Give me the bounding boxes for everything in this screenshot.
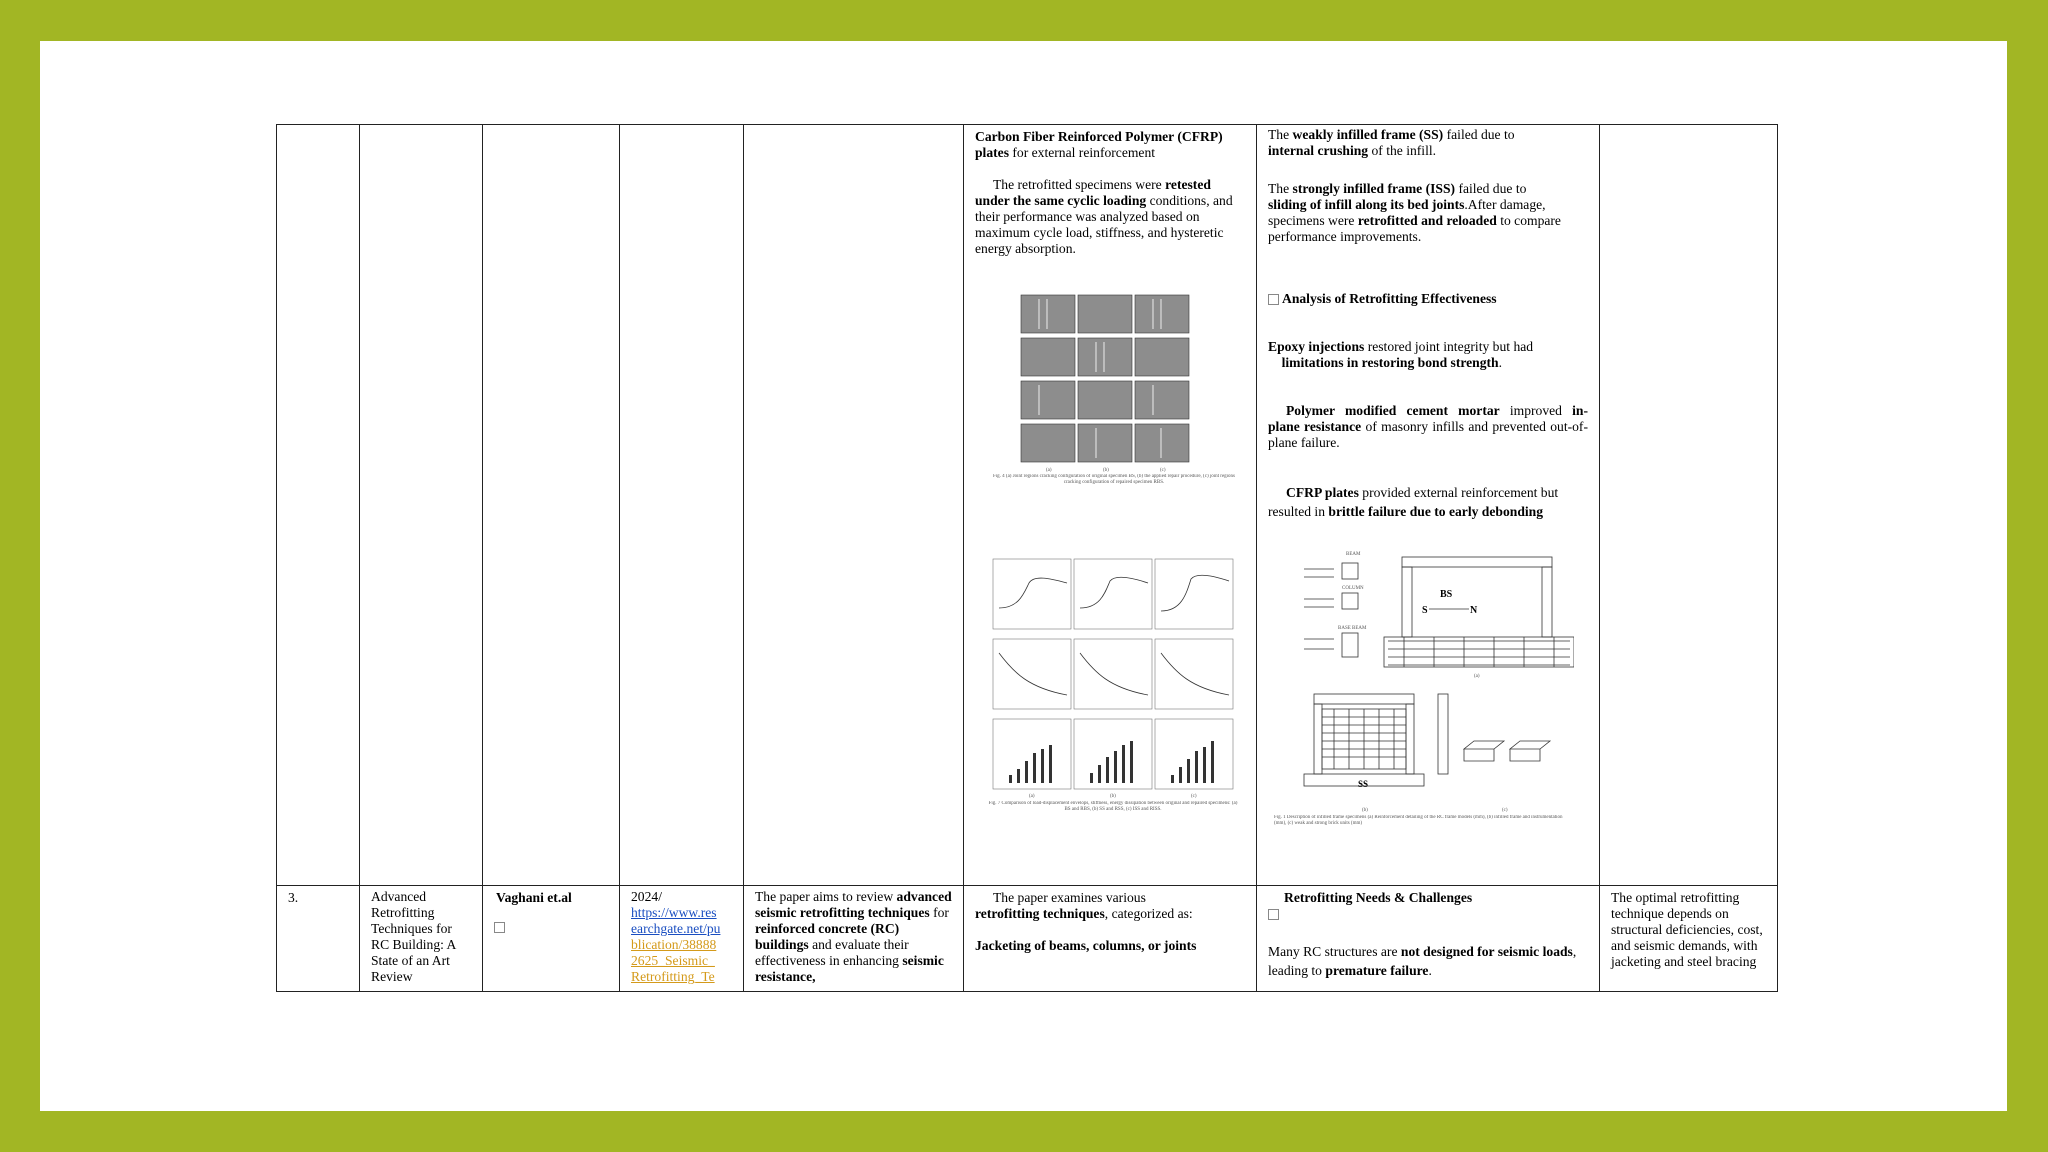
method-paragraph: Carbon Fiber Reinforced Polymer (CFRP) plates for external reinforcement xyxy=(975,129,1223,160)
results-paragraph: CFRP plates provided external reinforcement but resulted in brittle failure due to early debonding xyxy=(1268,485,1559,519)
cell-empty xyxy=(277,125,360,886)
table-row xyxy=(277,125,1778,886)
paper-link-visited[interactable]: blication/38888 2625_Seismic_ Retrofitting_Te xyxy=(631,937,717,984)
cell-objective: The paper aims to review advanced seismic retrofitting techniques for reinforced concrete (RC) buildings and evaluate their effectiveness in enhancing seismic resistance, xyxy=(744,886,964,992)
cell-results xyxy=(1257,125,1600,886)
svg-text:S: S xyxy=(1422,605,1428,616)
cell-author: Vaghani et.al xyxy=(483,886,620,992)
results-paragraph: Many RC structures are not designed for seismic loads, leading to premature failure. xyxy=(1268,944,1577,978)
cell-empty xyxy=(483,125,620,886)
svg-text:N: N xyxy=(1470,605,1478,616)
figure-caption: Fig. 7 Comparison of load-displacement envelops, stiffness, energy dissipation between original and repaired specimens: (a) BS and RBS, (b) SS and RSS, (c) ISS and RISS. xyxy=(988,801,1238,812)
results-paragraph: The weakly infilled frame (SS) failed due to internal crushing of the infill. xyxy=(1268,127,1515,158)
cell-results xyxy=(1257,886,1600,992)
cell-empty xyxy=(744,125,964,886)
figure-caption: Fig. 1 Description of infilled frame specimens (a) Reinforcement detailing of the RC frame models (mm), (b) infilled frame and instrumentation (mm), (c) weak and strong brick units (mm) xyxy=(1274,815,1563,826)
svg-text:BEAM: BEAM xyxy=(1346,552,1361,557)
svg-text:(c): (c) xyxy=(1191,794,1197,799)
results-paragraph: The strongly infilled frame (ISS) failed due to sliding of infill along its bed joints.After damage, specimens were retrofitted and reloaded to compare performance improvements. xyxy=(1268,181,1561,244)
frame-specimen-figure xyxy=(1274,549,1574,849)
cell-empty xyxy=(620,125,744,886)
svg-text:(b): (b) xyxy=(1362,808,1368,813)
cell-empty xyxy=(360,125,483,886)
checkbox-icon xyxy=(1268,909,1279,920)
cell-title: Advanced Retrofitting Techniques for RC Building: A State of an Art Review xyxy=(360,886,483,992)
paper-link[interactable]: https://www.res earchgate.net/pu xyxy=(631,905,721,936)
svg-text:BASE BEAM: BASE BEAM xyxy=(1338,626,1367,631)
svg-text:(b): (b) xyxy=(1110,794,1116,799)
method-paragraph: Jacketing of beams, columns, or joints xyxy=(975,938,1197,953)
results-paragraph: Polymer modified cement mortar improved in- plane resistance of masonry infills and prevented out-of-plane failure. xyxy=(1268,403,1588,450)
table-row xyxy=(277,886,1778,992)
method-paragraph: The paper examines various retrofitting techniques, categorized as: xyxy=(975,890,1193,921)
cell-methodology xyxy=(964,125,1257,886)
svg-text:(c): (c) xyxy=(1160,468,1166,473)
load-displacement-figure xyxy=(979,553,1245,823)
figure-caption: Fig. 4 (a) Joint regions cracking configuration of original specimen BS, (b) the applied repair procedure, (c) joint regions cracking configuration of repaired specimen RBS. xyxy=(992,474,1235,485)
svg-text:(a): (a) xyxy=(1046,468,1052,473)
cell-conclusion: The optimal retrofitting technique depends on structural deficiencies, cost, and seismic demands, with jacketing and steel bracing xyxy=(1600,886,1778,992)
crack-photos-figure xyxy=(979,285,1245,505)
svg-text:SS: SS xyxy=(1358,779,1369,789)
svg-text:(b): (b) xyxy=(1103,468,1109,473)
slide xyxy=(40,41,2007,1111)
svg-text:(a): (a) xyxy=(1029,794,1035,799)
svg-text:BS: BS xyxy=(1440,589,1453,600)
svg-text:(c): (c) xyxy=(1502,808,1508,813)
cell-year-link: 2024/ https://www.res earchgate.net/pu blication/38888 2625_Seismic_ Retrofitting_Te xyxy=(620,886,744,992)
cell-methodology xyxy=(964,886,1257,992)
results-paragraph: Epoxy injections restored joint integrity but had limitations in restoring bond strength. xyxy=(1268,339,1534,370)
cell-serial-number: 3. xyxy=(277,886,360,992)
checkbox-icon xyxy=(1268,294,1279,305)
method-paragraph: The retrofitted specimens were retested under the same cyclic loading conditions, and their performance was analyzed based on maximum cycle load, stiffness, and hysteretic energy absorption. xyxy=(975,177,1233,256)
literature-table xyxy=(276,124,1778,992)
checkbox-icon xyxy=(494,922,505,933)
results-heading: Analysis of Retrofitting Effectiveness xyxy=(1268,291,1588,307)
svg-text:(a): (a) xyxy=(1474,674,1480,679)
results-heading: Retrofitting Needs & Challenges xyxy=(1268,890,1588,922)
cell-empty xyxy=(1600,125,1778,886)
svg-text:COLUMN: COLUMN xyxy=(1342,586,1364,591)
